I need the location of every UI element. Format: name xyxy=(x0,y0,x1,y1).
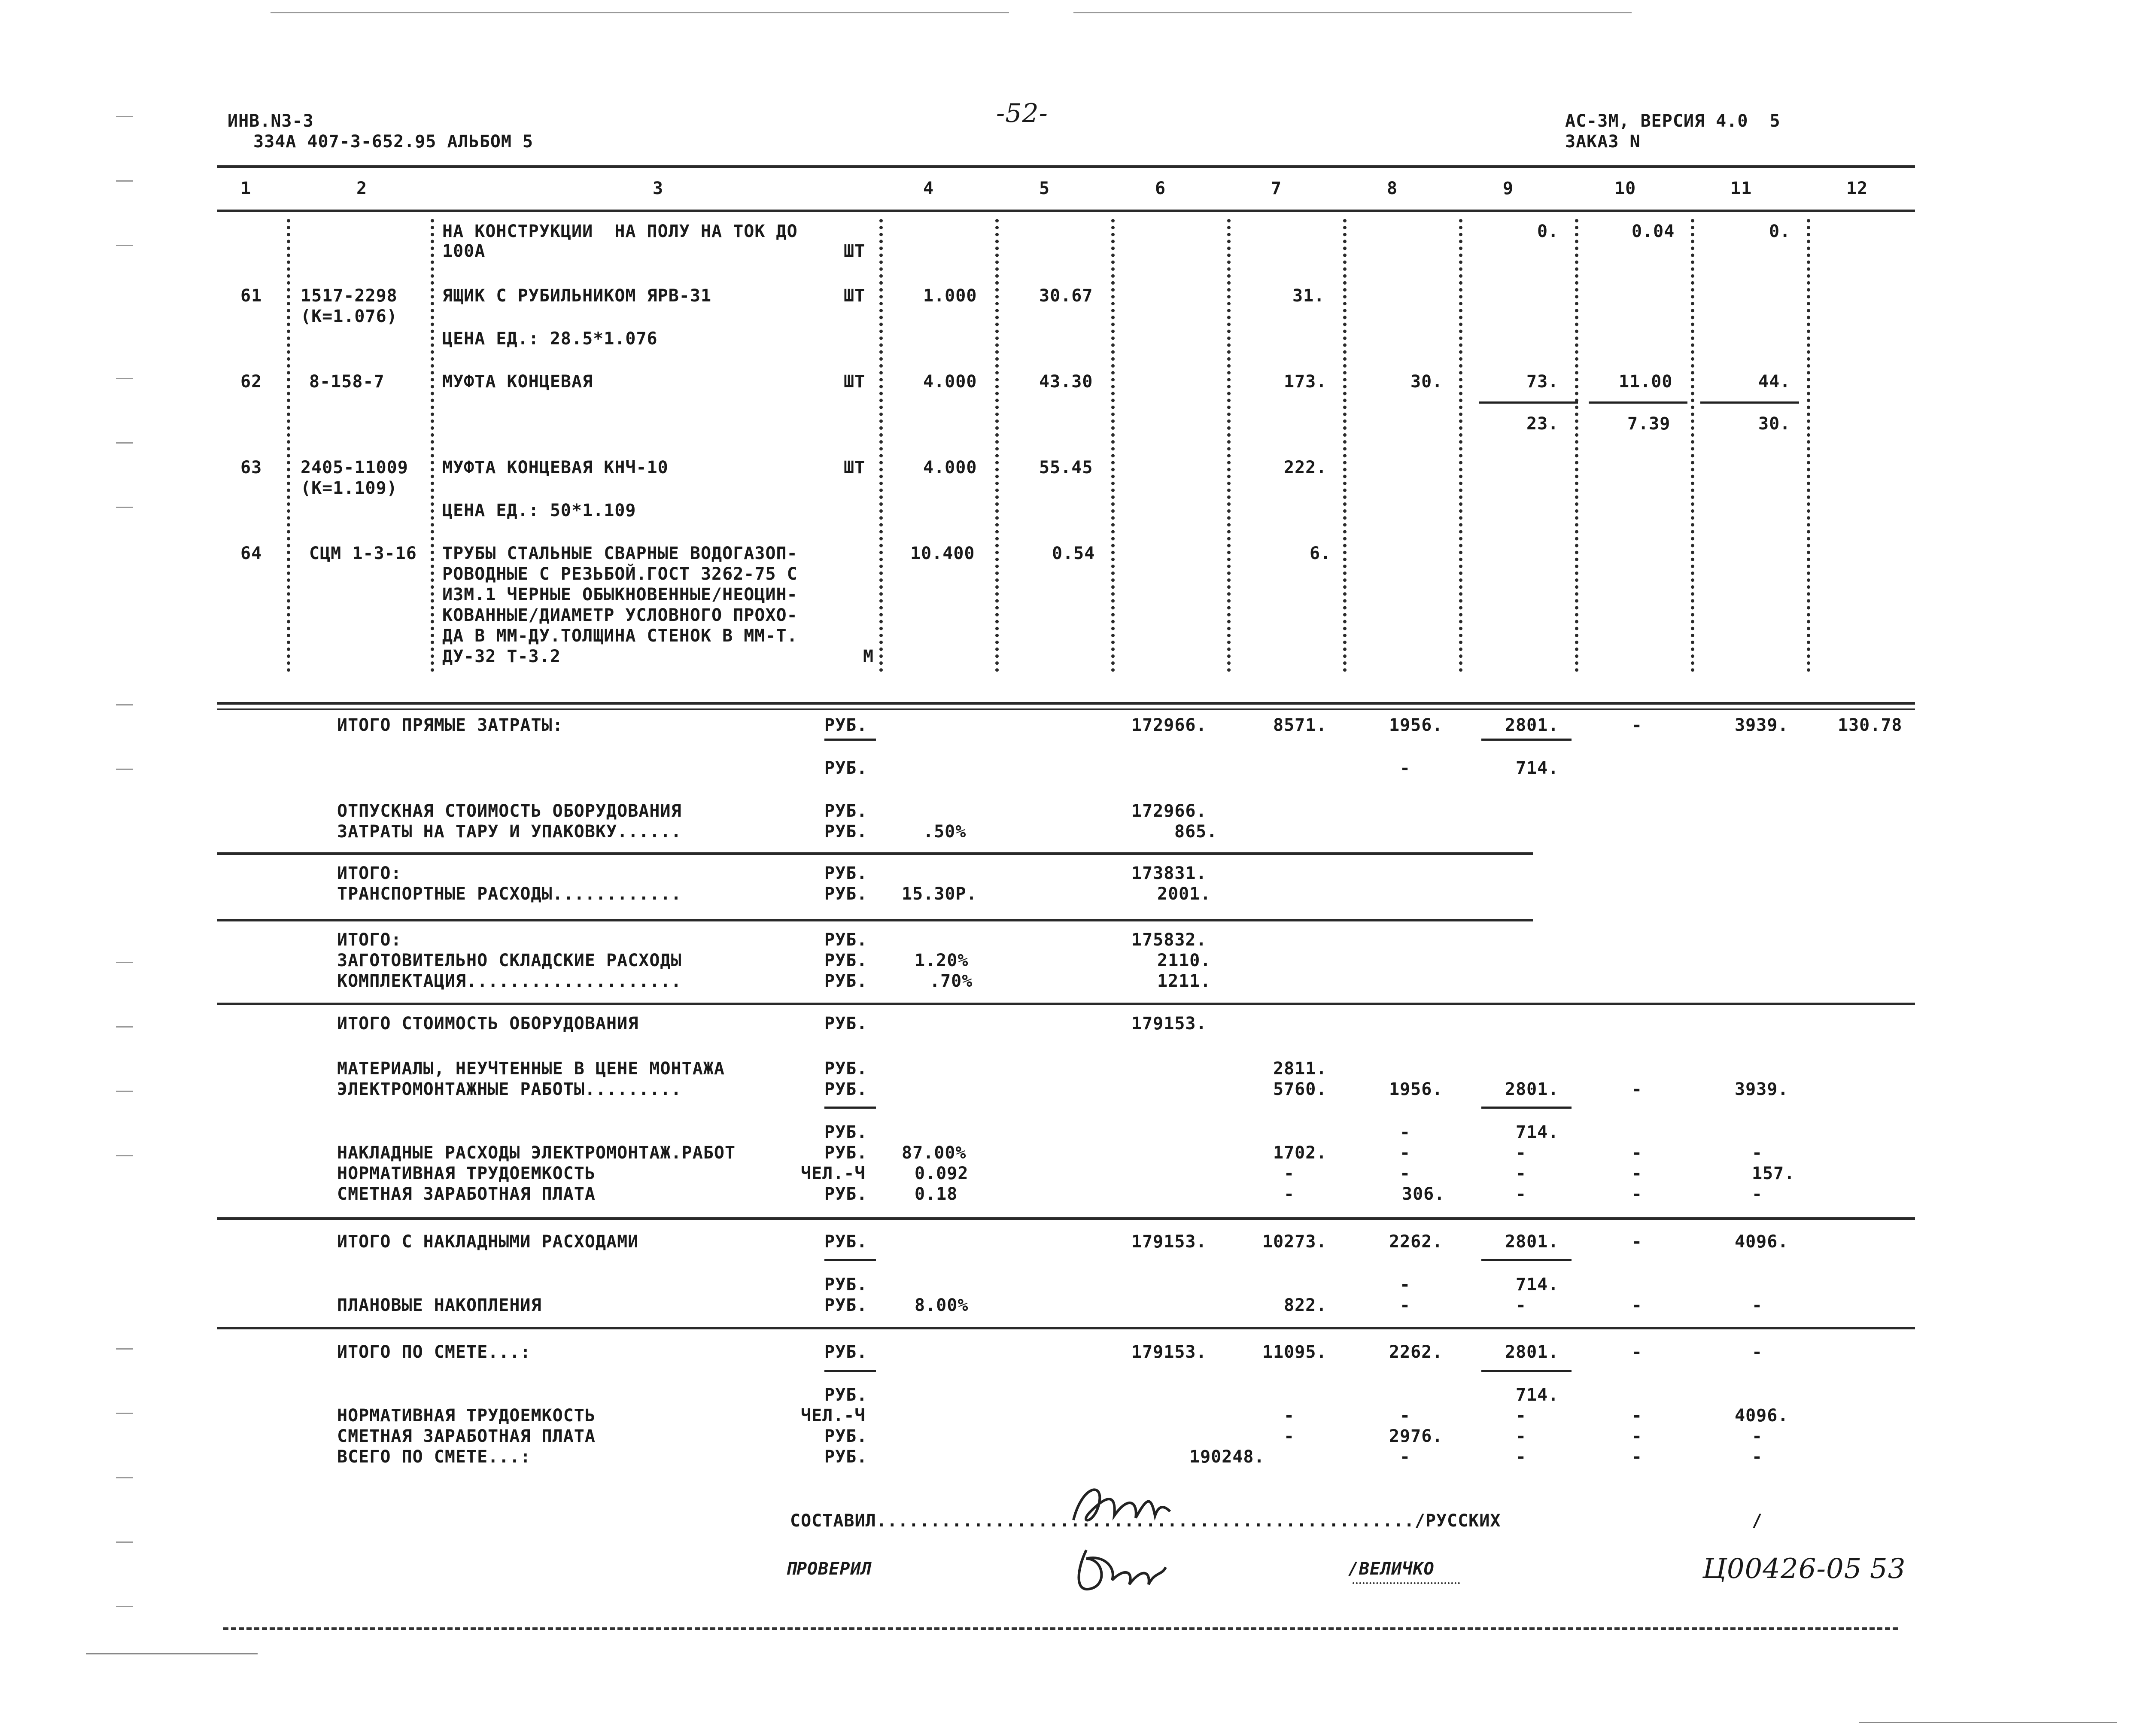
cell-c8-sub: - xyxy=(1400,758,1411,778)
summary-label: ВСЕГО ПО СМЕТЕ...: xyxy=(337,1447,531,1467)
cell-c6: 179153. xyxy=(1131,1232,1207,1252)
cell-c7: 31. xyxy=(1292,286,1325,306)
cell-c6: 1211. xyxy=(1157,971,1211,991)
cell-c8: 1956. xyxy=(1389,1079,1443,1099)
cell-c8: 2976. xyxy=(1389,1426,1443,1446)
item-unit: ШТ xyxy=(844,372,866,392)
cell-c9-sub: 714. xyxy=(1516,1122,1559,1142)
cell-c7: 2811. xyxy=(1273,1059,1327,1079)
cell-c11: - xyxy=(1752,1447,1763,1467)
column-number: 10 xyxy=(1614,179,1636,198)
summary-unit: РУБ. xyxy=(824,1122,868,1142)
summary-label: МАТЕРИАЛЫ, НЕУЧТЕННЫЕ В ЦЕНЕ МОНТАЖА xyxy=(337,1059,725,1079)
cell-c8: 1956. xyxy=(1389,715,1443,735)
column-number: 12 xyxy=(1846,179,1868,198)
summary-rate: 87.00% xyxy=(902,1143,967,1163)
summary-label: КОМПЛЕКТАЦИЯ.................... xyxy=(337,971,682,991)
signature-checker xyxy=(1069,1541,1176,1602)
cell-c11: 4096. xyxy=(1735,1406,1789,1426)
cell-c8: 306. xyxy=(1402,1184,1445,1204)
item-description: МУФТА КОНЦЕВАЯ КНЧ-10 xyxy=(442,458,669,477)
cell-c11: - xyxy=(1752,1342,1763,1362)
cell-c9: - xyxy=(1516,1164,1527,1183)
summary-label: ИТОГО: xyxy=(337,930,402,950)
cell-c7: 8571. xyxy=(1273,715,1327,735)
cell-c8: - xyxy=(1400,1406,1411,1426)
summary-rate: 8.00% xyxy=(915,1295,969,1315)
cell-c9: - xyxy=(1516,1184,1527,1204)
summary-unit: РУБ. xyxy=(824,1342,868,1362)
summary-unit: РУБ. xyxy=(824,1014,868,1034)
cell-c10: - xyxy=(1632,1342,1643,1362)
column-number: 9 xyxy=(1503,179,1514,198)
cell-c9: 2801. xyxy=(1505,1079,1559,1099)
summary-unit: РУБ. xyxy=(824,758,868,778)
cell-c10: - xyxy=(1632,1426,1643,1446)
checked-name: /ВЕЛИЧКО xyxy=(1348,1559,1435,1579)
cell-c7: 5760. xyxy=(1273,1079,1327,1099)
cell-c5: 55.45 xyxy=(1039,458,1093,477)
cell-c6: 172966. xyxy=(1131,715,1207,735)
summary-unit: РУБ. xyxy=(824,1295,868,1315)
cell-c8: 2262. xyxy=(1389,1232,1443,1252)
item-description: ДА В ММ-ДУ.ТОЛЩИНА СТЕНОК В ММ-Т. xyxy=(442,626,798,646)
summary-unit: РУБ. xyxy=(824,1275,868,1295)
order-number: ЗАКАЗ N xyxy=(1565,132,1641,152)
cell-c6: 179153. xyxy=(1131,1342,1207,1362)
column-number: 11 xyxy=(1730,179,1752,198)
cell-c11: 3939. xyxy=(1735,715,1789,735)
item-description: РОВОДНЫЕ С РЕЗЬБОЙ.ГОСТ 3262-75 С xyxy=(442,564,798,584)
cell-c6: 172966. xyxy=(1131,801,1207,821)
cell-c5: 30.67 xyxy=(1039,286,1093,306)
summary-unit: РУБ. xyxy=(824,801,868,821)
summary-rate: .70% xyxy=(930,971,973,991)
item-description: ТРУБЫ СТАЛЬНЫЕ СВАРНЫЕ ВОДОГАЗОП- xyxy=(442,544,798,563)
cell-c11: - xyxy=(1752,1184,1763,1204)
cell-c5: 43.30 xyxy=(1039,372,1093,392)
item-code: 1517-2298 xyxy=(301,286,398,306)
cell-c10: - xyxy=(1632,715,1643,735)
summary-rate: 0.092 xyxy=(915,1164,969,1183)
summary-unit: РУБ. xyxy=(824,930,868,950)
summary-unit: РУБ. xyxy=(824,1079,868,1099)
cell-c10: - xyxy=(1632,1447,1643,1467)
cell-c7: 10273. xyxy=(1262,1232,1327,1252)
cell-c6: 2110. xyxy=(1157,951,1211,970)
cell-c7: - xyxy=(1284,1184,1295,1204)
cell-c10: - xyxy=(1632,1184,1643,1204)
cell-c6: 2001. xyxy=(1157,884,1211,904)
summary-label: ИТОГО С НАКЛАДНЫМИ РАСХОДАМИ xyxy=(337,1232,639,1252)
cell-c4: 4.000 xyxy=(923,458,977,477)
cell-c4: 10.400 xyxy=(910,544,975,563)
cell-c9: 0. xyxy=(1537,222,1559,241)
summary-unit: РУБ. xyxy=(824,1232,868,1252)
cell-c9-sub: 714. xyxy=(1516,1385,1559,1405)
cell-c7: 11095. xyxy=(1262,1342,1327,1362)
summary-label: ОТПУСКНАЯ СТОИМОСТЬ ОБОРУДОВАНИЯ xyxy=(337,801,682,821)
cell-c9-sub: 714. xyxy=(1516,758,1559,778)
cell-c11: - xyxy=(1752,1143,1763,1163)
column-number: 7 xyxy=(1271,179,1282,198)
cell-c11: 44. xyxy=(1758,372,1791,392)
summary-rate: 1.20% xyxy=(915,951,969,970)
cell-c9: - xyxy=(1516,1426,1527,1446)
cell-c4: 1.000 xyxy=(923,286,977,306)
item-description: ДУ-32 Т-3.2 xyxy=(442,647,561,666)
summary-label: ИТОГО ПО СМЕТЕ...: xyxy=(337,1342,531,1362)
cell-c8-sub: - xyxy=(1400,1275,1411,1295)
cell-c9: - xyxy=(1516,1447,1527,1467)
summary-unit: РУБ. xyxy=(824,863,868,883)
cell-c8: - xyxy=(1400,1143,1411,1163)
item-code: СЦМ 1-3-16 xyxy=(309,544,417,563)
cell-c7: 6. xyxy=(1310,544,1331,563)
summary-rate: .50% xyxy=(923,822,967,842)
cell-c7: 822. xyxy=(1284,1295,1327,1315)
cell-c9: 73. xyxy=(1526,372,1559,392)
column-number: 8 xyxy=(1387,179,1398,198)
summary-label: ПЛАНОВЫЕ НАКОПЛЕНИЯ xyxy=(337,1295,542,1315)
cell-c11: 0. xyxy=(1769,222,1791,241)
cell-c10: - xyxy=(1632,1143,1643,1163)
column-number: 1 xyxy=(240,179,252,198)
summary-unit: РУБ. xyxy=(824,884,868,904)
summary-unit: РУБ. xyxy=(824,1426,868,1446)
summary-unit: РУБ. xyxy=(824,951,868,970)
cell-c6: 173831. xyxy=(1131,863,1207,883)
summary-unit: РУБ. xyxy=(824,715,868,735)
program-version: АС-3М, ВЕРСИЯ 4.0 5 xyxy=(1565,111,1781,131)
cell-c7: - xyxy=(1284,1426,1295,1446)
cell-c10: 0.04 xyxy=(1632,222,1675,241)
cell-c7: 222. xyxy=(1284,458,1327,477)
cell-c8: - xyxy=(1400,1295,1411,1315)
cell-c9: - xyxy=(1516,1406,1527,1426)
summary-unit: ЧЕЛ.-Ч xyxy=(801,1164,866,1183)
item-number: 63 xyxy=(240,458,262,477)
item-description: 100А xyxy=(442,241,486,261)
checked-by: ПРОВЕРИЛ xyxy=(786,1559,872,1579)
cell-c10: - xyxy=(1632,1232,1643,1252)
summary-unit: РУБ. xyxy=(824,1385,868,1405)
item-description: КОВАННЫЕ/ДИАМЕТР УСЛОВНОГО ПРОХО- xyxy=(442,605,798,625)
cell-c10: - xyxy=(1632,1406,1643,1426)
item-number: 62 xyxy=(240,372,262,392)
cell-c9-sub: 714. xyxy=(1516,1275,1559,1295)
summary-rate: 15.30Р. xyxy=(902,884,977,904)
summary-label: ЗАГОТОВИТЕЛЬНО СКЛАДСКИЕ РАСХОДЫ xyxy=(337,951,682,970)
item-unit: ШТ xyxy=(844,241,866,261)
cell-c7: - xyxy=(1284,1406,1295,1426)
summary-label: СМЕТНАЯ ЗАРАБОТНАЯ ПЛАТА xyxy=(337,1426,596,1446)
cell-c6: 179153. xyxy=(1131,1014,1207,1034)
cell-c8: - xyxy=(1400,1164,1411,1183)
item-description: НА КОНСТРУКЦИИ НА ПОЛУ НА ТОК ДО xyxy=(442,222,798,241)
summary-unit: ЧЕЛ.-Ч xyxy=(801,1406,866,1426)
price-note: ЦЕНА ЕД.: 50*1.109 xyxy=(442,501,636,520)
cell-c10: - xyxy=(1632,1295,1643,1315)
archive-stamp-page: 53 xyxy=(1870,1553,1906,1585)
summary-unit: РУБ. xyxy=(824,1184,868,1204)
item-unit: ШТ xyxy=(844,458,866,477)
summary-unit: РУБ. xyxy=(824,1059,868,1079)
item-number: 61 xyxy=(240,286,262,306)
album-reference: 334А 407-3-652.95 АЛЬБОМ 5 xyxy=(253,132,534,152)
cell-c6: 190248. xyxy=(1189,1447,1265,1467)
page-number: -52- xyxy=(996,98,1048,128)
compiled-by: СОСТАВИЛ................................................../РУССКИХ xyxy=(790,1511,1501,1531)
summary-label: НАКЛАДНЫЕ РАСХОДЫ ЭЛЕКТРОМОНТАЖ.РАБОТ xyxy=(337,1143,736,1163)
cell-c8: 30. xyxy=(1410,372,1443,392)
summary-unit: РУБ. xyxy=(824,1143,868,1163)
cell-c9-sub: 23. xyxy=(1526,414,1559,434)
cell-c10: 11.00 xyxy=(1619,372,1673,392)
cell-c7: 173. xyxy=(1284,372,1327,392)
cell-c11: - xyxy=(1752,1426,1763,1446)
price-note: ЦЕНА ЕД.: 28.5*1.076 xyxy=(442,329,658,349)
cell-c10: - xyxy=(1632,1164,1643,1183)
cell-c11-sub: 30. xyxy=(1758,414,1791,434)
column-number: 6 xyxy=(1155,179,1166,198)
cell-c7: 1702. xyxy=(1273,1143,1327,1163)
cell-c5: 0.54 xyxy=(1052,544,1095,563)
compiled-slash: / xyxy=(1752,1511,1763,1531)
item-code: (К=1.076) xyxy=(301,307,398,326)
item-description: МУФТА КОНЦЕВАЯ xyxy=(442,372,593,392)
inventory-number: ИНВ.N3-3 xyxy=(228,111,314,131)
item-code: 2405-11009 xyxy=(301,458,408,477)
cell-c9: 2801. xyxy=(1505,1232,1559,1252)
cell-c4: 4.000 xyxy=(923,372,977,392)
summary-label: ИТОГО СТОИМОСТЬ ОБОРУДОВАНИЯ xyxy=(337,1014,639,1034)
summary-label: ИТОГО ПРЯМЫЕ ЗАТРАТЫ: xyxy=(337,715,563,735)
cell-c8: 2262. xyxy=(1389,1342,1443,1362)
cell-c6: 865. xyxy=(1174,822,1218,842)
cell-c9: - xyxy=(1516,1295,1527,1315)
cell-c9: 2801. xyxy=(1505,1342,1559,1362)
cell-c6: 175832. xyxy=(1131,930,1207,950)
column-number: 3 xyxy=(653,179,664,198)
cell-c8: - xyxy=(1400,1447,1411,1467)
cell-c12: 130.78 xyxy=(1838,715,1903,735)
summary-label: ЗАТРАТЫ НА ТАРУ И УПАКОВКУ...... xyxy=(337,822,682,842)
summary-label: НОРМАТИВНАЯ ТРУДОЕМКОСТЬ xyxy=(337,1164,596,1183)
item-unit: ШТ xyxy=(844,286,866,306)
cell-c11: 3939. xyxy=(1735,1079,1789,1099)
summary-label: ТРАНСПОРТНЫЕ РАСХОДЫ............ xyxy=(337,884,682,904)
item-description: ЯЩИК С РУБИЛЬНИКОМ ЯРВ-31 xyxy=(442,286,712,306)
cell-c10-sub: 7.39 xyxy=(1627,414,1671,434)
signature-compiler xyxy=(1065,1477,1176,1537)
item-code: (К=1.109) xyxy=(301,478,398,498)
cell-c11: 157. xyxy=(1752,1164,1795,1183)
cell-c11: - xyxy=(1752,1295,1763,1315)
column-number: 4 xyxy=(923,179,934,198)
summary-unit: РУБ. xyxy=(824,1447,868,1467)
archive-stamp-code: Ц00426-05 xyxy=(1702,1553,1862,1585)
cell-c8-sub: - xyxy=(1400,1122,1411,1142)
summary-label: ИТОГО: xyxy=(337,863,402,883)
item-unit: М xyxy=(863,647,874,666)
column-number: 5 xyxy=(1039,179,1050,198)
summary-label: ЭЛЕКТРОМОНТАЖНЫЕ РАБОТЫ......... xyxy=(337,1079,682,1099)
cell-c9: - xyxy=(1516,1143,1527,1163)
summary-label: НОРМАТИВНАЯ ТРУДОЕМКОСТЬ xyxy=(337,1406,596,1426)
item-number: 64 xyxy=(240,544,262,563)
cell-c11: 4096. xyxy=(1735,1232,1789,1252)
cell-c7: - xyxy=(1284,1164,1295,1183)
summary-rate: 0.18 xyxy=(915,1184,958,1204)
cell-c10: - xyxy=(1632,1079,1643,1099)
summary-label: СМЕТНАЯ ЗАРАБОТНАЯ ПЛАТА xyxy=(337,1184,596,1204)
summary-unit: РУБ. xyxy=(824,822,868,842)
cell-c9: 2801. xyxy=(1505,715,1559,735)
item-code: 8-158-7 xyxy=(309,372,385,392)
column-number: 2 xyxy=(356,179,368,198)
summary-unit: РУБ. xyxy=(824,971,868,991)
item-description: ИЗМ.1 ЧЕРНЫЕ ОБЫКНОВЕННЫЕ/НЕОЦИН- xyxy=(442,585,798,605)
